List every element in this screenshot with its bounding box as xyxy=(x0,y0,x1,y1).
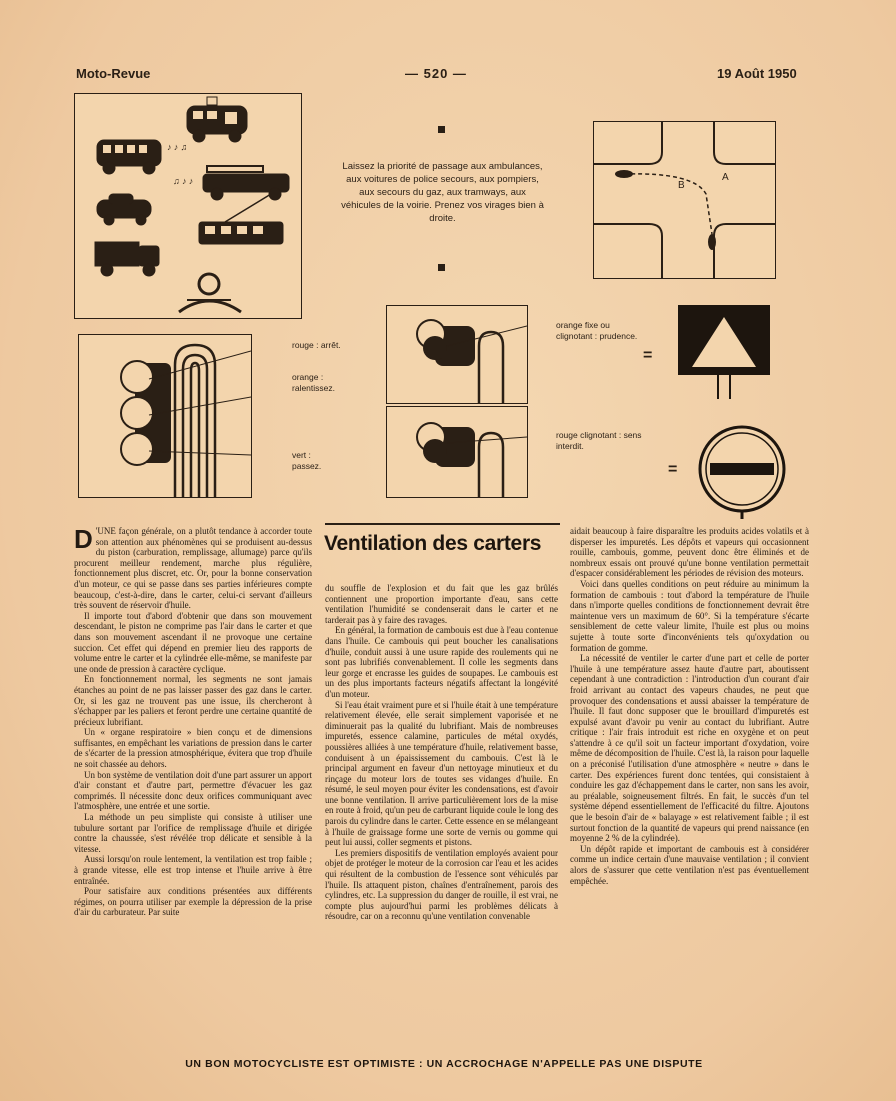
article-title: Ventilation des carters xyxy=(324,532,542,555)
priority-caption: Laissez la priorité de passage aux ambulances, aux voitures de police secours, aux pompiers, aux secours du gaz, aux tramways, aux véhicules de la voirie. Prenez vos virages bien à droite. xyxy=(341,161,544,224)
left-paragraph-4: Un « organe respiratoire » bien conçu et de dimensions suffisantes, en empêchant les variations de pression dans le carter de s'écarter de la pression atmosphérique, évitera que trop d'huile ne soit chassée au dehors. xyxy=(74,727,312,770)
warning-sign xyxy=(678,305,770,399)
mid-paragraph-3: Si l'eau était vraiment pure et si l'huile était à une température relativement élevée, elle serait simplement vaporisée et ne diminuerait pas la qualité du lubrifiant. Mais de nombreuses impuretés, essence calamine, particules de métal oxydés, poussières alliées à une température d'huile, relativement basse, conduisent à un épaississement du cambouis. C'est là le principal argument en faveur d'un nettoyage minutieux et du rinçage du moteur lors de toutes ses vidanges d'huile. En résumé, le seul moyen pour éviter les condensations, est d'avoir une bonne ventilation. Il arrive particulièrement lors de la mise en route à froid, qu'un peu de carburant liquide coule le long des parois du cylindre dans le carter. Cette essence en se mélangeant à l'huile de graissage forme une sorte de vernis ou gomme qui peut lui aussi, coller segments et pistons. xyxy=(325,699,558,848)
page-number: — 520 — xyxy=(405,66,467,81)
priority-vehicles-illustration xyxy=(74,93,302,319)
left-paragraph-5: Un bon système de ventilation doit d'une part assurer un apport d'air constant et d'autre part, permettre d'évacuer les gaz comprimés. Il nécessite donc deux orifices communiquant avec l'atmosphère, une entrée et une sortie. xyxy=(74,769,312,812)
bullet-square-bottom xyxy=(438,264,445,271)
warning-triangle-icon xyxy=(678,305,770,399)
crossroad-label-a: A xyxy=(722,172,729,183)
magazine-name: Moto-Revue xyxy=(76,66,151,81)
issue-date: 19 Août 1950 xyxy=(717,66,797,81)
label-orange-fixed: orange fixe ou clignotant : prudence. xyxy=(556,320,638,341)
crossroad-drawing xyxy=(594,122,775,278)
crossroad-diagram xyxy=(593,121,776,279)
vehicles-drawing xyxy=(75,94,301,318)
traffic-light-drawing xyxy=(79,335,251,497)
right-paragraph-2: Voici dans quelles conditions on peut réduire au minimum la formation de cambouis : tout d'abord la température de l'huile dans n'importe quelles conditions de fonctionnement devrait être maintenue vers un maximum de 60°. Si la température s'écarte sensiblement de cette valeur limite, l'huile est plus ou moins sujette à toute sorte d'inconvénients tels qu'oxydation ou formation de gomme. xyxy=(570,578,809,653)
red-light-diagram xyxy=(386,406,528,498)
left-paragraph-1-text: 'UNE façon générale, on a plutôt tendance à accorder toute son attention aux phénomènes qui se produisent au-dessus du piston (carburation, remplissage, allumage) parce qu'ils procurent meilleur rendement, marche plus régulière, fonctionnement plus discret, etc. Or, pour la bonne conservation d'un moteur, ce qui se passe dans ses parties inférieures compte beaucoup, c'est-à-dire, dans le carter, celui-ci servant d'ailleurs très souvent de réservoir d'huile. xyxy=(74,526,312,611)
left-paragraph-6: La méthode un peu simpliste qui consiste à utiliser une tubulure sortant par l'orifice de remplissage d'huile et dirigée contre la chaussée, s'est révélée trop délicate et sensible à la vitesse. xyxy=(74,812,312,854)
article-column-left xyxy=(74,526,312,918)
no-entry-sign xyxy=(696,425,788,519)
right-paragraph-1: aidait beaucoup à faire disparaître les produits acides volatils et à disperser les impuretés. Les dépôts et vapeurs qui occasionnent rouille, cambouis, gomme, peuvent donc être éliminés et de nombreux essais ont prouvé qu'une bonne ventilation permettait d'espacer considérablement les périodes de révision des moteurs. xyxy=(570,526,809,579)
footer-slogan: UN BON MOTOCYCLISTE EST OPTIMISTE : UN ACCROCHAGE N'APPELLE PAS UNE DISPUTE xyxy=(185,1058,703,1070)
right-paragraph-3: La nécessité de ventiler le carter d'une part et celle de porter l'huile à une température assez haute d'autre part, aboutissent cependant à une contradiction : l'introduction d'un courant d'air froid arrivant au contact des vapeurs chaudes, ne peut que provoquer des condensations et aussi abaisser la température de l'huile. Il faut donc supposer que le brouillard d'impuretés est expulsé avant d'avoir pu venir au contact du lubrifiant. Autre critique : l'air frais introduit est riche en oxygène et on peut s'attendre à ce qu'il soit un facteur important d'oxydation, voire même de décomposition de l'huile. C'est là, la raison pour laquelle on a préconisé l'utilisation d'une atmosphère « neutre » dans le carter. Des expériences furent donc tentées, qui consistaient à conduire les gaz d'échappement dans le carter, non sans les avoir, au préalable, soigneusement filtrés. En fait, le succès d'un tel système dépend essentiellement de l'efficacité du filtre. Ajoutons que le besoin d'air de « balayage » est relativement faible ; il est surtout fonction de la quantité de vapeurs qui prend naissance (en moyenne 2 % de la cylindrée). xyxy=(570,653,809,844)
equals-sign-bottom: = xyxy=(668,461,678,478)
equals-sign-top: = xyxy=(643,347,653,364)
article-column-middle xyxy=(325,583,558,922)
left-paragraph-8: Pour satisfaire aux conditions présentées aux différents régimes, on pourra utiliser par exemple la dépression de la prise d'air du carburateur. Par suite xyxy=(74,886,312,918)
left-paragraph-3: En fonctionnement normal, les segments ne sont jamais étanches au point de ne pas laisser passer des gaz dans le carter. Or, si les gaz ne trouvent pas une issue, ils chercheront à s'échapper par les paliers et feront perdre une certaine quantité de précieux lubrifiant. xyxy=(74,674,312,727)
orange-light-drawing xyxy=(387,306,527,403)
svg-text:♪ ♪ ♫: ♪ ♪ ♫ xyxy=(167,142,188,152)
label-red-flashing: rouge clignotant : sens interdit. xyxy=(556,430,642,451)
no-entry-icon xyxy=(696,425,788,519)
label-red-stop: rouge : arrêt. xyxy=(292,340,341,350)
label-green-go: vert : passez. xyxy=(292,450,322,471)
mid-paragraph-4: Les premiers dispositifs de ventilation employés avaient pour objet de protéger le moteur de la corrosion car l'eau et les acides qui résultent de la combustion de l'essence sont véhiculés par l'huile. Ils attaquent piston, chaînes d'entraînement, parois des cylindres, etc. La suppression du danger de rouille, il est vrai, ne compte plus aujourd'hui parmi les problèmes délicats à résoudre, car on a reconnu qu'une ventilation convenable xyxy=(325,847,558,922)
svg-text:♫ ♪ ♪: ♫ ♪ ♪ xyxy=(173,176,194,186)
mid-paragraph-1: du souffle de l'explosion et du fait que les gaz brûlés contiennent une proportion importante d'eau, sans cette ventilation l'humidité se condenserait dans le carter et ne tarderait pas à y faire des ravages. xyxy=(325,583,558,625)
label-orange-slow: orange : ralentissez. xyxy=(292,372,335,393)
article-column-right xyxy=(570,526,809,886)
bullet-square-top xyxy=(438,126,445,133)
dropcap: D xyxy=(74,524,93,554)
orange-light-diagram xyxy=(386,305,528,404)
left-paragraph-2: Il importe tout d'abord d'obtenir que dans son mouvement descendant, le piston ne comprime pas l'air dans le carter et que dans son mouvement ascendant il ne provoque une certaine succion. Cet effet qui dépend en premier lieu des rapports de volume entre le carter et la cylindrée elle-même, se manifeste par une onde de pression à caractère cyclique. xyxy=(74,610,312,674)
mid-paragraph-2: En général, la formation de cambouis est due à l'eau contenue dans l'huile. Ce cambouis qui peut boucher les canalisations d'huile, conduit aussi à une usure rapide des roulements qui ne sont pas lubrifiés convenablement. Il colle les segments dans leur gorge et encrasse les guides de soupapes. Le cambouis est un des plus importants facteurs négatifs affectant la longévité d'un moteur. xyxy=(325,625,558,699)
right-paragraph-4: Un dépôt rapide et important de cambouis est à considérer comme un indice certain d'une mauvaise ventilation ; il convient alors de s'assurer que cette ventilation n'est pas éventuellement empêchée. xyxy=(570,843,809,886)
crossroad-label-b: B xyxy=(678,180,685,191)
title-rule xyxy=(325,523,560,525)
traffic-light-diagram xyxy=(78,334,252,498)
left-paragraph-1 xyxy=(74,526,312,611)
left-paragraph-7: Aussi lorsqu'on roule lentement, la ventilation est trop faible ; à grande vitesse, elle est trop intense et l'huile arrive à être entraînée. xyxy=(74,854,312,886)
red-light-drawing xyxy=(387,407,527,497)
